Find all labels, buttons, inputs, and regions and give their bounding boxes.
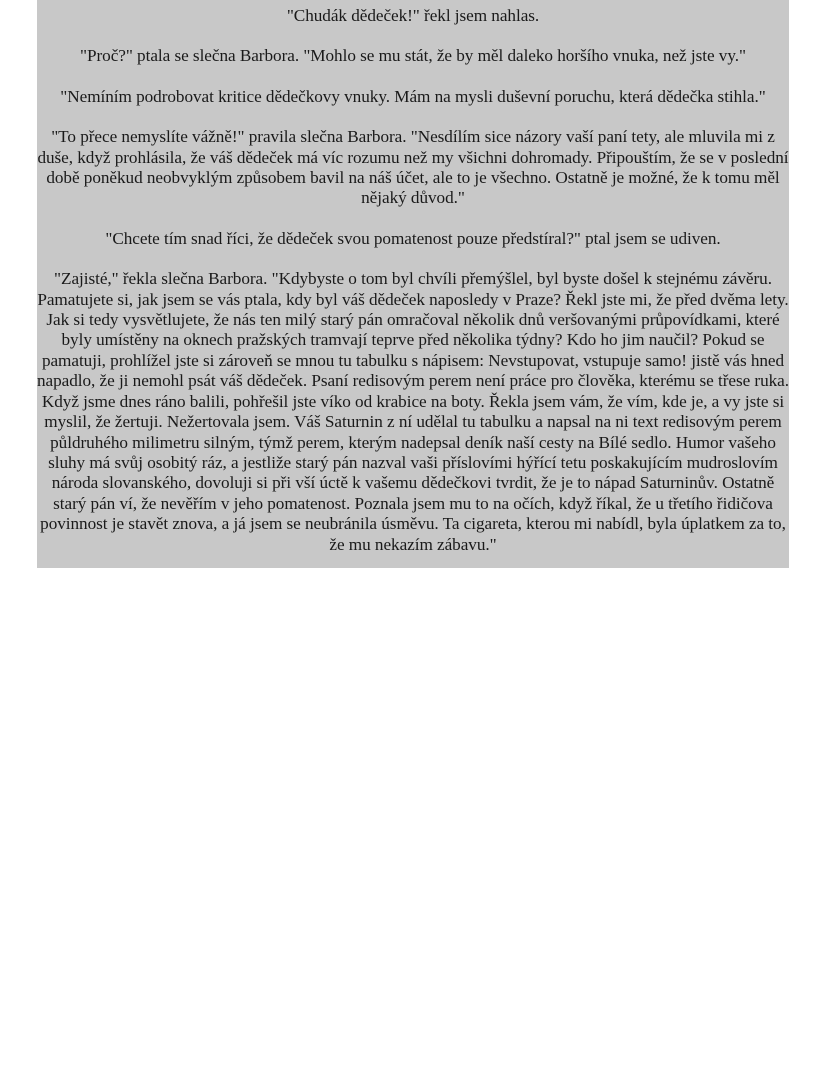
paragraph: "Chcete tím snad říci, že dědeček svou pomatenost pouze předstíral?" ptal jsem se udiven. bbox=[105, 228, 721, 248]
paragraph: "To přece nemyslíte vážně!" pravila slečna Barbora. "Nesdílím sice názory vaší paní tety, ale mluvila mi z duše, když prohlásila, že váš dědeček má víc rozumu než my všichni dohromady. Připouštím, že se v poslední době poněkud neobvyklým způsobem bavil na náš účet, ale to je všechno. Ostatně je možné, že k tomu měl nějaký důvod." bbox=[37, 127, 789, 208]
paragraph: "Proč?" ptala se slečna Barbora. "Mohlo se mu stát, že by měl daleko horšího vnuka, než jste vy." bbox=[80, 46, 746, 66]
paragraph: "Nemíním podrobovat kritice dědečkovy vnuky. Mám na mysli duševní poruchu, která dědečka stihla." bbox=[60, 86, 766, 106]
paragraph: "Zajisté," řekla slečna Barbora. "Kdybyste o tom byl chvíli přemýšlel, byl byste došel k stejnému závěru. Pamatujete si, jak jsem se vás ptala, kdy byl váš dědeček naposledy v Praze? Řekl jste mi, že před dvěma lety. Jak si tedy vysvětlujete, že nás ten milý starý pán omračoval několik dnů veršovanými průpovídkami, které byly umístěny na oknech pražských tramvají teprve před několika týdny? Kdo ho jim naučil? Pokud se pamatuji, prohlížel jste si zároveň se mnou tu tabulku s nápisem: Nevstupovat, vstupuje samo! jistě vás hned napadlo, že ji nemohl psát váš dědeček. Psaní redisovým perem není práce pro člověka, kterému se třese ruka. Když jsme dnes ráno balili, pohřešil jste víko od krabice na boty. Řekla jsem vám, že vím, kde je, a vy jste si myslil, že žertuji. Nežertovala jsem. Váš Saturnin z ní udělal tu tabulku a napsal na ni text redisovým perem půldruhého milimetru silným, týmž perem, kterým nadepsal deník naší cesty na Bílé sedlo. Humor vašeho sluhy má svůj osobitý ráz, a jestliže starý pán nazval vaši příslovími hýřící tetu poskakujícím mudroslovím národa slovanského, dovoluji si při vší úctě k vašemu dědečkovi tvrdit, že je to nápad Saturninův. Ostatně starý pán ví, že nevěřím v jeho pomatenost. Poznala jsem mu to na očích, když říkal, že u třetího řidičova povinnost je stavět znova, a já jsem se neubránila úsměvu. Ta cigareta, kterou mi nabídl, byla úplatkem za to, že mu nekazím zábavu." bbox=[37, 269, 789, 554]
text-panel bbox=[37, 0, 789, 568]
paragraph: "Chudák dědeček!" řekl jsem nahlas. bbox=[286, 6, 540, 25]
